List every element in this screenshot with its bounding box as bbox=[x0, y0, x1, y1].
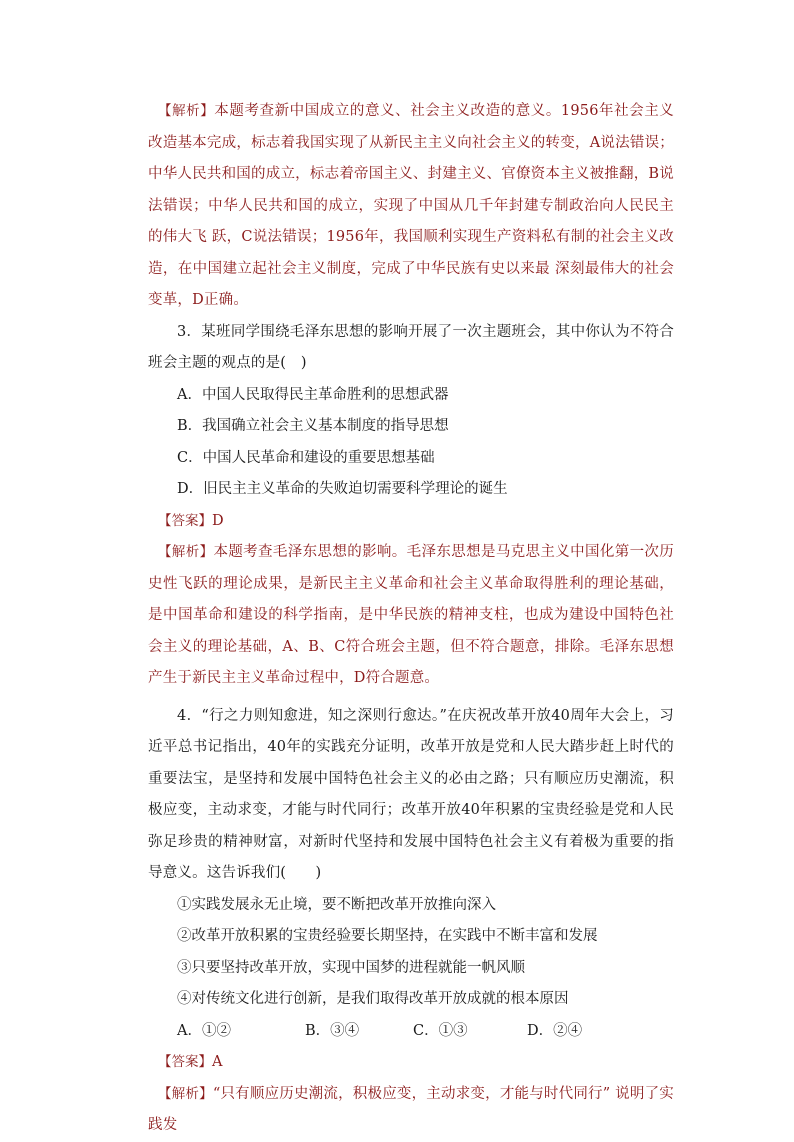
answer-tag: 【答案】 bbox=[158, 512, 212, 529]
question-4-statement-4: ④对传统文化进行创新，是我们取得改革开放成就的根本原因 bbox=[177, 991, 569, 1007]
answer-value: A bbox=[212, 1054, 223, 1070]
question-4-stem: 4．“行之力则知愈进，知之深则行愈达。”在庆祝改革开放40周年大会上，习近平总书记指出，40年的实践充分证明，改革开放是党和人民大踏步赶上时代的重要法宝，是坚持和发展中国特色社会主义的必由之路；只有顺应历史潮流，积极应变，主动求变，才能与时代同行；改革开放40年积累的宝贵经验是党和人民弥足珍贵的精神财富，对新时代坚持和发展中国特色社会主义有着极为重要的指导意义。这告诉我们( ) bbox=[148, 707, 674, 881]
analysis-tag: 【解析】 bbox=[158, 103, 215, 119]
analysis-text: 本题考查新中国成立的意义、社会主义改造的意义。1956年社会主义改造基本完成，标志着我国实现了从新民主主义向社会主义的转变，A说法错误；中华人民共和国的成立，标志着帝国主义、封建主义、官僚资本主义被推翻，B说法错误；中华人民共和国的成立，实现了中国从几千年封建专制政治向人民民主的伟大飞 跃，C说法错误；1956年，我国顺利实现生产资料私有制的社会主义改造，在中国建立起社会主义制度，完成了中华民族有史以来最 深刻最伟大的社会变革，D正确。 bbox=[148, 103, 674, 308]
question-4-statement-1: ①实践发展永无止境，要不断把改革开放推向深入 bbox=[177, 896, 496, 913]
question-4-choices bbox=[148, 1016, 674, 1048]
question-4-choice-b: B．③④ bbox=[305, 1022, 360, 1039]
analysis-tag: 【解析】 bbox=[158, 1085, 213, 1102]
question-4-statement-3: ③只要坚持改革开放，实现中国梦的进程就能一帆风顺 bbox=[177, 959, 525, 976]
question-3-stem: 3．某班同学围绕毛泽东思想的影响开展了一次主题班会，其中你认为不符合班会主题的观点的是( ) bbox=[148, 323, 674, 371]
question-4-statement-2: ②改革开放积累的宝贵经验要长期坚持，在实践中不断丰富和发展 bbox=[177, 928, 598, 944]
question-3-option-b: B．我国确立社会主义基本制度的指导思想 bbox=[177, 418, 449, 434]
question-4-choice-c: C．①③ bbox=[413, 1022, 468, 1039]
question-3-option-c: C．中国人民革命和建设的重要思想基础 bbox=[177, 449, 435, 466]
analysis-tag: 【解析】 bbox=[158, 544, 214, 560]
analysis-text: “只有顺应历史潮流，积极应变，主动求变，才能与时代同行” 说明了实践发 bbox=[148, 1085, 674, 1133]
question-4-answer bbox=[148, 1047, 674, 1079]
answer-tag: 【答案】 bbox=[158, 1054, 212, 1070]
question-3-analysis bbox=[148, 537, 674, 695]
analysis-text: 本题考查毛泽东思想的影响。毛泽东思想是马克思主义中国化第一次历史性飞跃的理论成果，是新民主主义革命和社会主义革命取得胜利的理论基础，是中国革命和建设的科学指南，是中华民族的精神支柱，也成为建设中国特色社会主义的理论基础，A、B、C符合班会主题，但不符合题意，排除。毛泽东思想产生于新民主主义革命过程中，D符合题意。 bbox=[148, 544, 674, 686]
question-3-answer bbox=[148, 506, 674, 538]
question-3-option-a: A．中国人民取得民主革命胜利的思想武器 bbox=[177, 386, 449, 403]
document-page bbox=[148, 96, 674, 1142]
answer-value: D bbox=[212, 512, 224, 529]
question-3-option-d: D．旧民主主义革命的失败迫切需要科学理论的诞生 bbox=[177, 481, 508, 497]
question-4-choice-d: D．②④ bbox=[527, 1022, 583, 1039]
question-4-choice-a: A．①② bbox=[177, 1022, 231, 1039]
question-4-analysis bbox=[148, 1079, 674, 1142]
analysis-paragraph-1 bbox=[148, 96, 674, 317]
